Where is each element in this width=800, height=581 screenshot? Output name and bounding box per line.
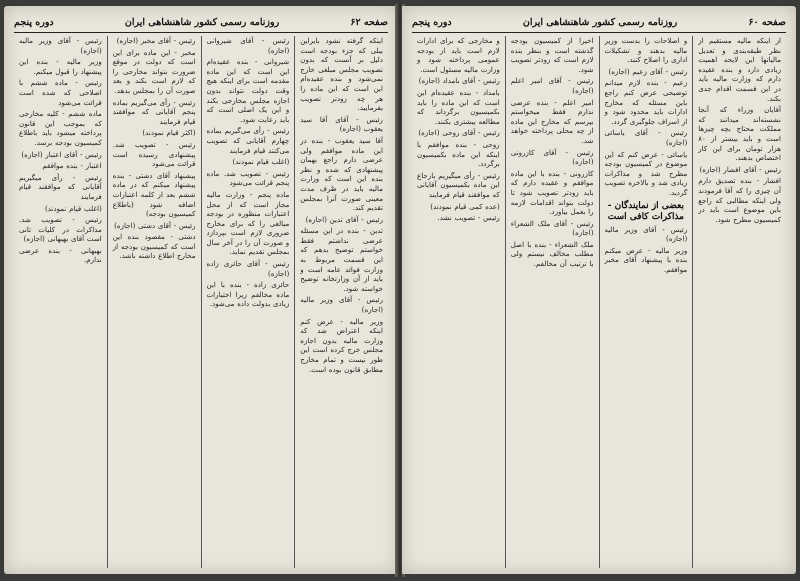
paragraph: رئیس - آقای بامداد (اجازه) [418, 76, 500, 86]
paragraph: آقایان وزراء که آنجا نشسته‌اند میدانند که مملکت محتاج بچه چیزها است و باید بیشتر از ۸۰ هزار تومان برای این کار اختصاص بدهند. [698, 105, 781, 163]
paragraph: ملک الشعراء - بنده با اصل مطلب مخالف نیستم ولی با ترتیب آن مخالفم. [510, 239, 594, 269]
paragraph: مخبر - این ماده برای این است که دولت در موقع ضرورت بتواند مخارجی را که لازم است بکند و بعد صورت آن را بمجلس بدهد. [112, 47, 196, 95]
paragraph: اینکه گرفته نشود بایراین بیلی که جزء بودجه است دلیل بر آنست که بدون تصویب مجلس مبلغی خارج نمی‌شود و بنده عقیده‌ام این است که این ماده را هر چه زودتر تصویب بفرمایید. [300, 36, 383, 113]
paragraph: رئیس - آقای مخبر (اجازه) [116, 36, 196, 45]
paragraph: وزیر مالیه - عرض میکنم بنده با پیشنهاد آقای مخبر موافقم. [604, 245, 688, 274]
paragraph: رئیس - تصویب شد. پیشنهادی رسیده است قرائت می‌شود [112, 139, 196, 169]
paragraph: رئیس - آقای تدین (اجازه) [305, 214, 383, 224]
paragraph: (اغلب قیام نمودند) [45, 203, 102, 213]
paragraph: اعتبار - بنده موافقم [42, 161, 102, 171]
paragraph: شیروانی - بنده عقیده‌ام این است که این ماده مقدمه است برای اینکه هیچ وقت دولت نتواند بدون اجازه مجلس مخارجی بکند و این یک اصلی است که باید رعایت شود. [206, 57, 290, 124]
paragraph: از اینکه مالیه مستقیم از نظر طبقه‌بندی و تعدیل مالیاتها این لایحه اهمیت زیادی دارد و بنده عقیده دارم که وزارت مالیه باید در این قسمت اقدام جدی بکند. [698, 36, 781, 103]
paragraph: رئیس - آقای شیروانی (اجازه) [206, 36, 290, 55]
paragraph: ماده ششم - کلیه مخارجی که بموجب این قانون پرداخته میشود باید باطلاع کمیسیون بودجه برسد. [19, 109, 102, 147]
paragraph: (عده کمی قیام نمودند) [430, 201, 500, 211]
paragraph: رئیس - آقای یاسائی (اجازه) [604, 128, 688, 147]
section-heading: بعضی از نمایندگان - مذاکرات کافی است [607, 200, 684, 222]
paragraph: رئیس - آقای زعیم (اجازه) [608, 66, 688, 76]
paragraph: روحی - بنده موافقم با اینکه این ماده بکمیسیون برگردد. [417, 139, 500, 169]
paragraph: حائری زاده - بنده با این ماده مخالفم زیرا اختیارات زیادی بدولت داده می‌شود. [206, 280, 290, 309]
paragraph: رئیس - آقای وزیر مالیه (اجازه) [19, 36, 102, 55]
paragraph: رئیس - آقای آقا سید یعقوب (اجازه) [300, 114, 383, 134]
paragraph: وزیر مالیه - عرض کنم اینکه اعتراض شد که وزارت مالیه بدون اجازه مجلس خرج کرده است این طور نیست و تمام مخارج مطابق قانون بوده است. [300, 316, 383, 374]
paragraph: رئیس - تصویب نشد. [437, 213, 500, 223]
right-page [402, 6, 796, 574]
paragraph: ماده پنجم - وزارت مالیه مجاز است که از محل اعتبارات منظوره در بودجه مبالغی را که برای مخارج ضروری لازم است بپردازد و صورت آن را در آخر سال بمجلس تقدیم نماید. [206, 189, 290, 257]
left-page-number: صفحه ۶۲ [350, 16, 388, 28]
paragraph: (اغلب قیام نمودند) [232, 157, 290, 167]
right-page-period: دوره پنجم [412, 16, 452, 28]
paragraph: کازرونی - بنده با این ماده موافقم و عقیده دارم که باید زودتر تصویب شود تا دولت بتواند اقدامات لازمه را بعمل بیاورد. [510, 168, 594, 217]
right-page-header [412, 12, 786, 33]
paragraph: رئیس - رأی می‌گیریم بماده چهارم آقایانی که تصویب می‌کنند قیام فرمایند [206, 126, 290, 155]
paragraph: رئیس - آقای روحی (اجازه) [418, 128, 500, 138]
left-col-1 [294, 36, 388, 568]
paragraph: رئیس - آقای اعتبار (اجازه) [21, 149, 102, 159]
paragraph: رئیس - آقای کازرونی (اجازه) [510, 147, 594, 167]
left-col-2 [201, 36, 295, 568]
paragraph: امیر اعلم - بنده عرضی ندارم فقط میخواستم بپرسم که مخارج این ماده از چه محلی پرداخته خواهد شد. [510, 97, 594, 145]
paragraph: رئیس - آقای وزیر مالیه (اجازه) [300, 295, 383, 315]
right-page-columns [412, 36, 786, 568]
paragraph: تدین - بنده در این مسئله عرضی نداشتم فقط خواستم توضیح بدهم که این قسمت مربوط به وزارت فوائد عامه است و باید از آن وزارتخانه توضیح خواسته شود. [300, 226, 383, 293]
paragraph: وزیر مالیه - بنده این پیشنهاد را قبول میکنم. [19, 57, 102, 76]
right-col-1 [692, 36, 786, 568]
left-page-period: دوره پنجم [14, 16, 54, 28]
paragraph: یاسائی - عرض کنم که این موضوع در کمیسیون بودجه مطرح شد و مذاکرات زیادی شد و بالاخره تصویب گردید. [604, 149, 688, 197]
right-col-2 [599, 36, 693, 568]
left-col-4 [14, 36, 107, 568]
paragraph: رئیس - آقای امیر اعلم (اجازه) [510, 76, 594, 95]
paragraph: رئیس - تصویب شد. ماده پنجم قرائت می‌شود [206, 168, 290, 188]
paragraph: اخیرا از کمیسیون بودجه گذشته است و بنظر بنده لازم است که زودتر تصویب شود. [510, 36, 594, 74]
paragraph: رئیس - آقای حائری زاده (اجازه) [206, 259, 290, 278]
paragraph: افشار - بنده تصدیق دارم آن چیزی را که آقا فرمودند ولی اینکه مطالبی که راجع باین موضوع است باید در کمیسیون مطرح شود. [698, 176, 781, 224]
paragraph: رئیس - آقای افشار (اجازه) [699, 164, 781, 174]
left-page-title: روزنامه رسمی کشور شاهنشاهی ایران [124, 16, 280, 28]
paragraph: رئیس - ماده ششم با اصلاحی که شده است قرائت می‌شود [19, 78, 102, 107]
paragraph: رئیس - آقای ملک الشعراء (اجازه) [510, 218, 594, 238]
paragraph: (اکثر قیام نمودند) [142, 128, 196, 138]
paragraph: رئیس - تصویب شد. مذاکرات در کلیات ثانی است آقای بهبهانی (اجازه) [19, 215, 102, 244]
right-page-number: صفحه ۶۰ [748, 16, 786, 28]
right-col-3 [505, 36, 599, 568]
paragraph: بهبهانی - بنده عرضی ندارم. [19, 245, 102, 265]
paragraph: و مخارجی که برای ادارات لازم است باید از بودجه عمومی پرداخته شود و وزارت مالیه مسئول است. [417, 36, 500, 74]
left-page [4, 6, 398, 574]
left-page-columns [14, 36, 388, 568]
paragraph: پیشنهاد آقای دشتی - بنده پیشنهاد میکنم که در ماده ششم بعد از کلمه اعتبارات اضافه شود (باطلاع کمیسیون بودجه) [112, 170, 196, 219]
paragraph: رئیس - آقای وزیر مالیه (اجازه) [604, 224, 688, 244]
paragraph: دشتی - مقصود بنده این است که کمیسیون بودجه از مخارج اطلاع داشته باشد. [112, 232, 196, 261]
paragraph: رئیس - رأی میگیریم آقایانی که موافقند قیام فرمایند [19, 172, 102, 201]
right-col-4 [412, 36, 505, 568]
paragraph: و اصلاحات را بدست وزیر مالیه بدهند و تشکیلات اداری را اصلاح کنند. [604, 36, 688, 65]
paragraph: زعیم - بنده لازم میدانم توضیحی عرض کنم راجع باین مسئله که مخارج ادارات باید محدود شود و از اسراف جلوگیری گردد. [604, 78, 688, 126]
paragraph: رئیس - آقای دشتی (اجازه) [114, 220, 196, 230]
paragraph: رئیس - رأی می‌گیریم بماده پنجم آقایانی که موافقند قیام فرمایند [112, 97, 196, 126]
paragraph: آقا سید یعقوب - بنده در این ماده موافقم ولی عرضی دارم راجع بهمان پیشنهادی که شده و نظر بنده این است که وزارت مالیه باید در ظرف مدت معینی صورت آنرا بمجلس تقدیم کند. [300, 135, 383, 213]
paragraph: بامداد - بنده عقیده‌ام این است که این ماده را باید بکمیسیون برگرداند که مطالعه بیشتری بکنند. [417, 87, 500, 126]
right-page-title: روزنامه رسمی کشور شاهنشاهی ایران [522, 16, 678, 28]
left-page-header [14, 12, 388, 33]
left-col-3 [107, 36, 201, 568]
paragraph: رئیس - رأی میگیریم بارجاع این ماده بکمیسیون آقایانی که موافقند قیام فرمایند [417, 170, 500, 199]
